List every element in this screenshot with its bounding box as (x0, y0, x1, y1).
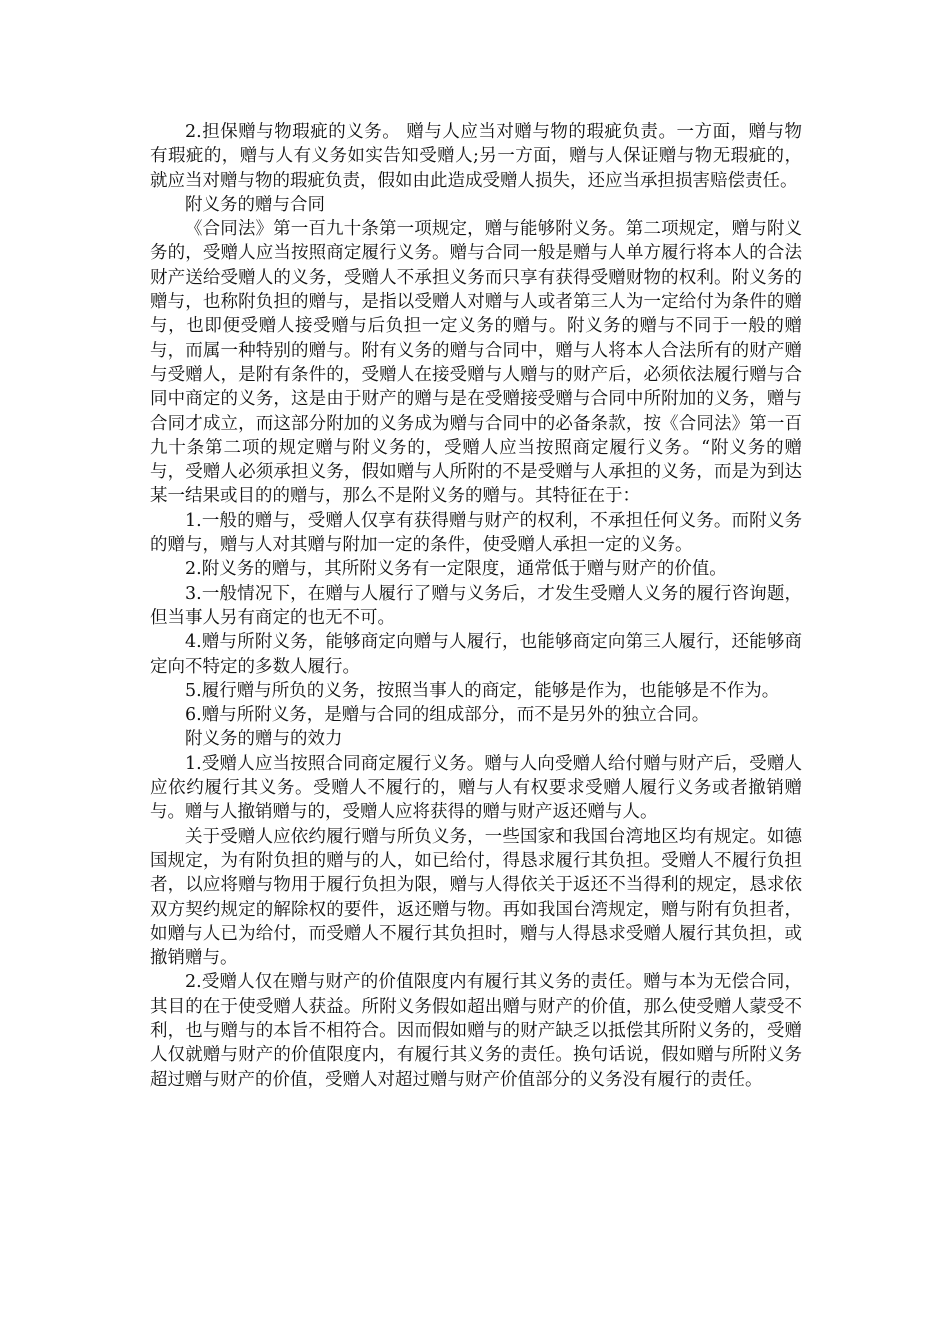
paragraph-feature-4: 4.赠与所附义务，能够商定向赠与人履行，也能够商定向第三人履行，还能够商定向不特定的多数人履行。 (150, 632, 802, 677)
paragraph-feature-6: 6.赠与所附义务，是赠与合同的组成部分，而不是另外的独立合同。 (185, 705, 710, 726)
paragraph-effect-2: 2.受赠人仅在赠与财产的价值限度内有履行其义务的责任。赠与本为无偿合同，其目的在于使受赠人获益。所附义务假如超出赠与财产的价值，那么使受赠人蒙受不利，也与赠与的本旨不相符合。因而假如赠与的财产缺乏以抵偿其所附义务的，受赠人仅就赠与财产的价值限度内，有履行其义务的责任。换句话说，假如赠与所附义务超过赠与财产的价值，受赠人对超过赠与财产价值部分的义务没有履行的责任。 (150, 972, 802, 1090)
paragraph-feature-2: 2.附义务的赠与，其所附义务有一定限度，通常低于赠与财产的价值。 (185, 559, 727, 580)
paragraph-foreign-law: 关于受赠人应依约履行赠与所负义务，一些国家和我国台湾地区均有规定。如德国规定，为有附负担的赠与的人，如已给付，得恳求履行其负担。受赠人不履行负担者，以应将赠与物用于履行负担为限，赠与人得依关于返还不当得利的规定，恳求依双方契约规定的解除权的要件，返还赠与物。再如我国台湾规定，赠与附有负担者，如赠与人已为给付，而受赠人不履行其负担时，赠与人得恳求受赠人履行其负担，或撤销赠与。 (150, 826, 802, 969)
heading-conditional-gift-contract: 附义务的赠与合同 (185, 194, 325, 215)
document-body (150, 120, 802, 1092)
paragraph-feature-5: 5.履行赠与所负的义务，按照当事人的商定，能够是作为，也能够是不作为。 (185, 680, 780, 701)
paragraph-effect-1: 1.受赠人应当按照合同商定履行义务。赠与人向受赠人给付赠与财产后，受赠人应依约履行其义务。受赠人不履行的，赠与人有权要求受赠人履行义务或者撤销赠与。赠与人撤销赠与的，受赠人应将获得的赠与财产返还赠与人。 (150, 753, 802, 823)
heading-effect-of-conditional-gift: 附义务的赠与的效力 (185, 729, 343, 750)
paragraph-feature-3: 3.一般情况下，在赠与人履行了赠与义务后，才发生受赠人义务的履行咨询题，但当事人另有商定的也无不可。 (150, 583, 802, 628)
paragraph-contract-law-article: 《合同法》第一百九十条第一项规定，赠与能够附义务。第二项规定，赠与附义务的，受赠人应当按照商定履行义务。赠与合同一般是赠与人单方履行将本人的合法财产送给受赠人的义务，受赠人不承担义务而只享有获得受赠财物的权利。附义务的赠与，也称附负担的赠与，是指以受赠人对赠与人或者第三人为一定给付为条件的赠与，也即便受赠人接受赠与后负担一定义务的赠与。附义务的赠与不同于一般的赠与，而属一种特别的赠与。附有义务的赠与合同中，赠与人将本人合法所有的财产赠与受赠人，是附有条件的，受赠人在接受赠与人赠与的财产后，必须依法履行赠与合同中商定的义务，这是由于财产的赠与是在受赠接受赠与合同中所附加的义务，赠与合同才成立，而这部分附加的义务成为赠与合同中的必备条款，按《合同法》第一百九十条第二项的规定赠与附义务的，受赠人应当按照商定履行义务。“附义务的赠与，受赠人必须承担义务，假如赠与人所附的不是受赠与人承担的义务，而是为到达某一结果或目的的赠与，那么不是附义务的赠与。其特征在于： (150, 219, 802, 507)
paragraph-feature-1: 1.一般的赠与，受赠人仅享有获得赠与财产的权利，不承担任何义务。而附义务的赠与，赠与人对其赠与附加一定的条件，使受赠人承担一定的义务。 (150, 510, 802, 556)
paragraph-warranty-defects: 2.担保赠与物瑕疵的义务。 赠与人应当对赠与物的瑕疵负责。一方面，赠与物有瑕疵的，赠与人有义务如实告知受赠人;另一方面，赠与人保证赠与物无瑕疵的，就应当对赠与物的瑕疵负责，假如由此造成受赠人损失，还应当承担损害赔偿责任。 (150, 122, 802, 191)
